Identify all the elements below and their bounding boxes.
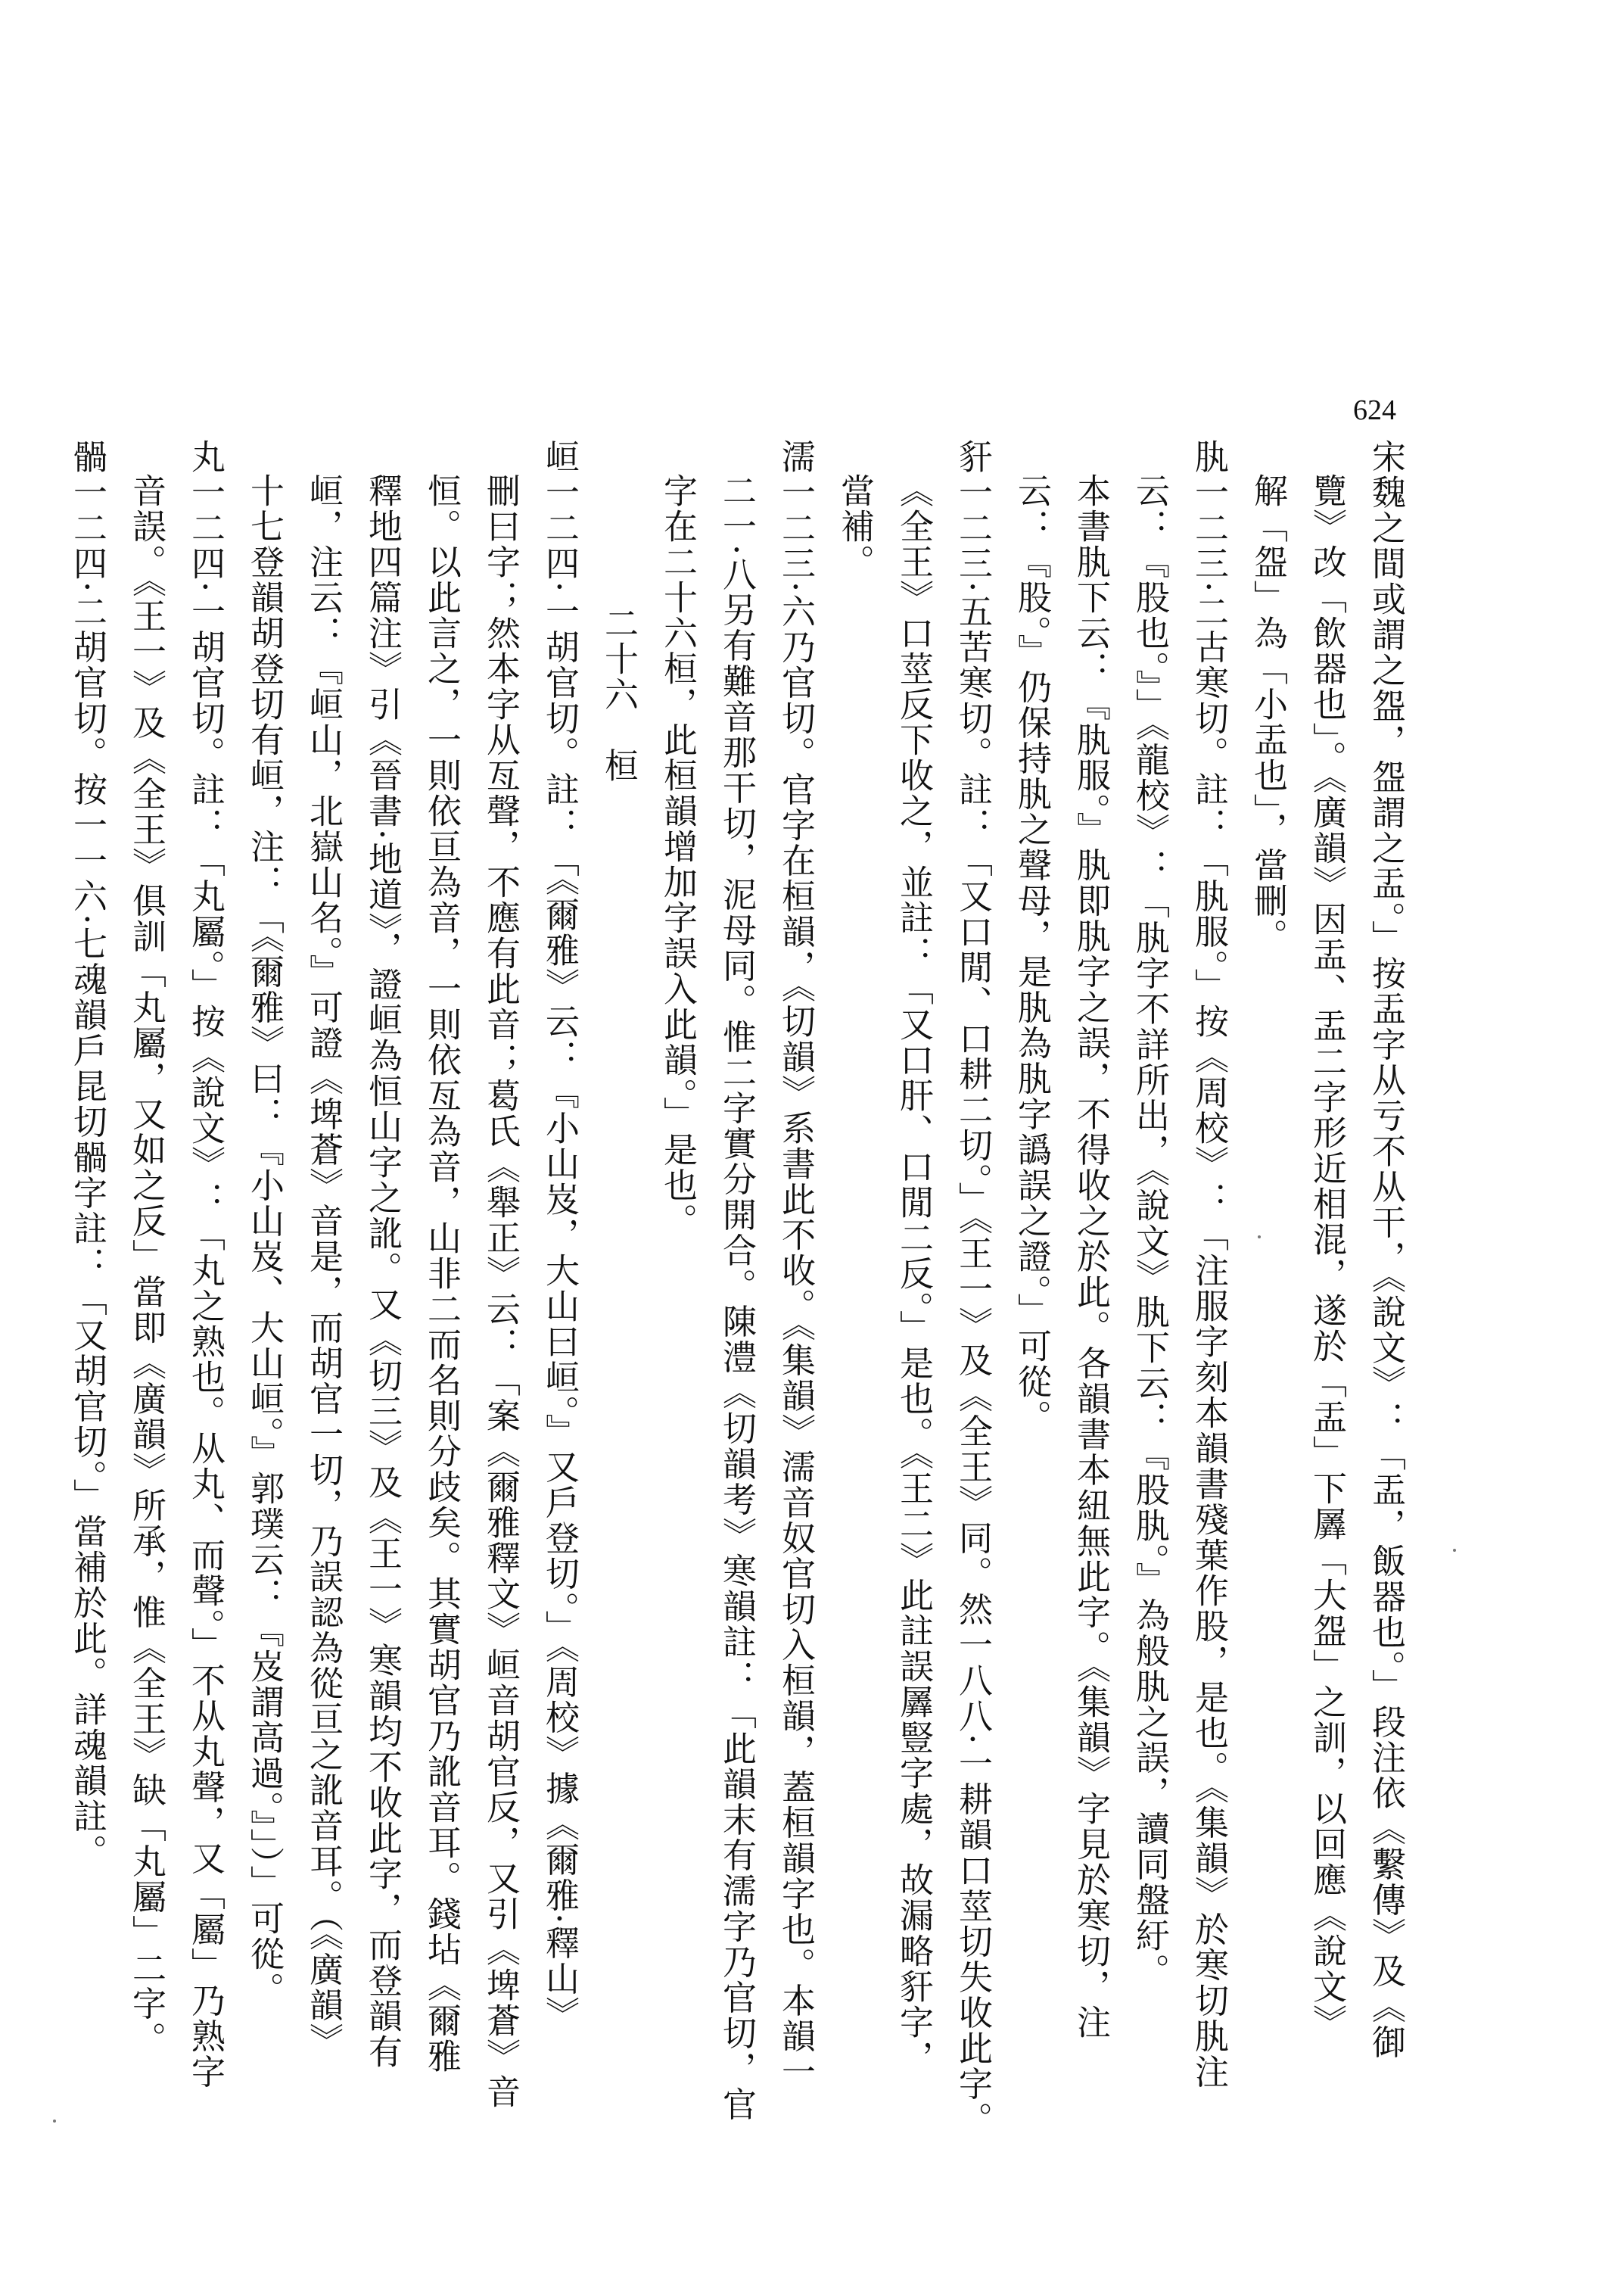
text-line: 解「盌」為「小盂也」，當刪。 — [1248, 473, 1288, 955]
text-line: 當補。 — [835, 473, 875, 580]
text-line: 釋地四篇注》引《晉書·地道》，證峘為恒山字之訛。又《切三》及《王一》寒韻均不收此字，而登韻有 — [362, 473, 403, 2070]
text-line: 丸一二四·一胡官切。註：「丸屬。」按《說文》：「丸之熟也。从丸、而聲。」不从丸聲，又「屬」乃熟字 — [185, 439, 226, 2090]
text-line: 恒。以此言之，一則依亘為音，一則依亙為音，山非二而名則分歧矣。其實胡官乃訛音耳。錢坫《爾雅 — [422, 473, 462, 2074]
text-line: 刪曰字；然本字从亙聲，不應有此音；葛氏《舉正》云：「案《爾雅釋文》峘音胡官反，又引《埤蒼》音 — [481, 473, 521, 2110]
scan-speck — [1453, 1549, 1456, 1552]
section-heading: 二十六 桓 — [599, 606, 639, 783]
text-line: 宋魏之間或謂之盌，盌謂之盂。」按盂字从亏不从干，《說文》：「盂，飯器也。」段注依《繫傳》及《御 — [1366, 439, 1406, 2060]
scan-speck — [53, 2120, 56, 2123]
text-line: 云：『股也。』」《龍校》：「肒字不詳所出，《說文》肒下云：『股肒。』為般肒之誤，讀同盤紆。 — [1130, 473, 1170, 1989]
text-line: 《全王》口莖反下收之，並註：「又口肝、口閒二反。」是也。《王二》此註誤羼豎字處，故漏略豻字， — [894, 473, 934, 2076]
scan-speck — [1258, 1235, 1261, 1238]
text-line: 覽》改「飲器也」。《廣韻》因盂、盂二字形近相混，遂於「盂」下羼「大盌」之訓，以回應《說文》 — [1307, 473, 1347, 2040]
text-line: 肒一二三·二古寒切。註：「肒服。」按《周校》：「注服字刻本韻書殘葉作股，是也。《集韻》於寒切肒注 — [1189, 439, 1229, 2090]
text-line: 䯞一二四·二胡官切。按一一六·七魂韻戶昆切䯞字註：「又胡官切。」當補於此。詳魂韻註。 — [67, 439, 107, 1870]
text-line: 峘，注云：『峘山，北嶽山名。』可證《埤蒼》音是，而胡官一切，乃誤認為從亘之訛音耳。（《廣韻》 — [303, 473, 344, 2059]
text-line: 豻一二三·五苦寒切。註：「又口閒、口耕二切。」《王一》及《全王》同。然一八八·一耕韻口莖切失收此字。 — [953, 439, 993, 2138]
page-number: 624 — [1353, 394, 1396, 426]
text-line: 十七登韻胡登切有峘，注：「《爾雅》曰：『小山岌、大山峘。』郭璞云：『岌謂高過。』」）」可從。 — [244, 473, 285, 2007]
text-line: 峘一二四·一胡官切。註：「《爾雅》云：『小山岌，大山曰峘。』又戶登切。」《周校》據《爾雅·釋山》 — [540, 439, 580, 2032]
text-line: 二一·八另有難音那干切，泥母同。惟二字實分開合。陳澧《切韻考》寒韻註：「此韻末有濡字乃官切，官 — [717, 473, 757, 2123]
text-line: 本書肒下云：『肒服。』肒即肒字之誤，不得收之於此。各韻書本紐無此字。《集韻》字見於寒切，注 — [1071, 473, 1111, 2040]
text-line: 字在二十六桓，此桓韻增加字誤入此韻。」是也。 — [658, 473, 698, 1239]
text-line: 音誤。《王一》及《全王》俱訓「丸屬，又如之反」當即《廣韻》所承，惟《全王》缺「丸屬」二字。 — [126, 473, 166, 2057]
text-line: 濡一二三·六乃官切。官字在桓韻，《切韻》系書此不收。《集韻》濡音奴官切入桓韻，蓋桓韻字也。本韻一 — [776, 439, 816, 2090]
vertical-text-block — [67, 439, 1415, 2138]
text-line: 云：『股。』仍保持肒之聲母，是肒為肒字譌誤之證。」可從。 — [1012, 473, 1052, 1435]
